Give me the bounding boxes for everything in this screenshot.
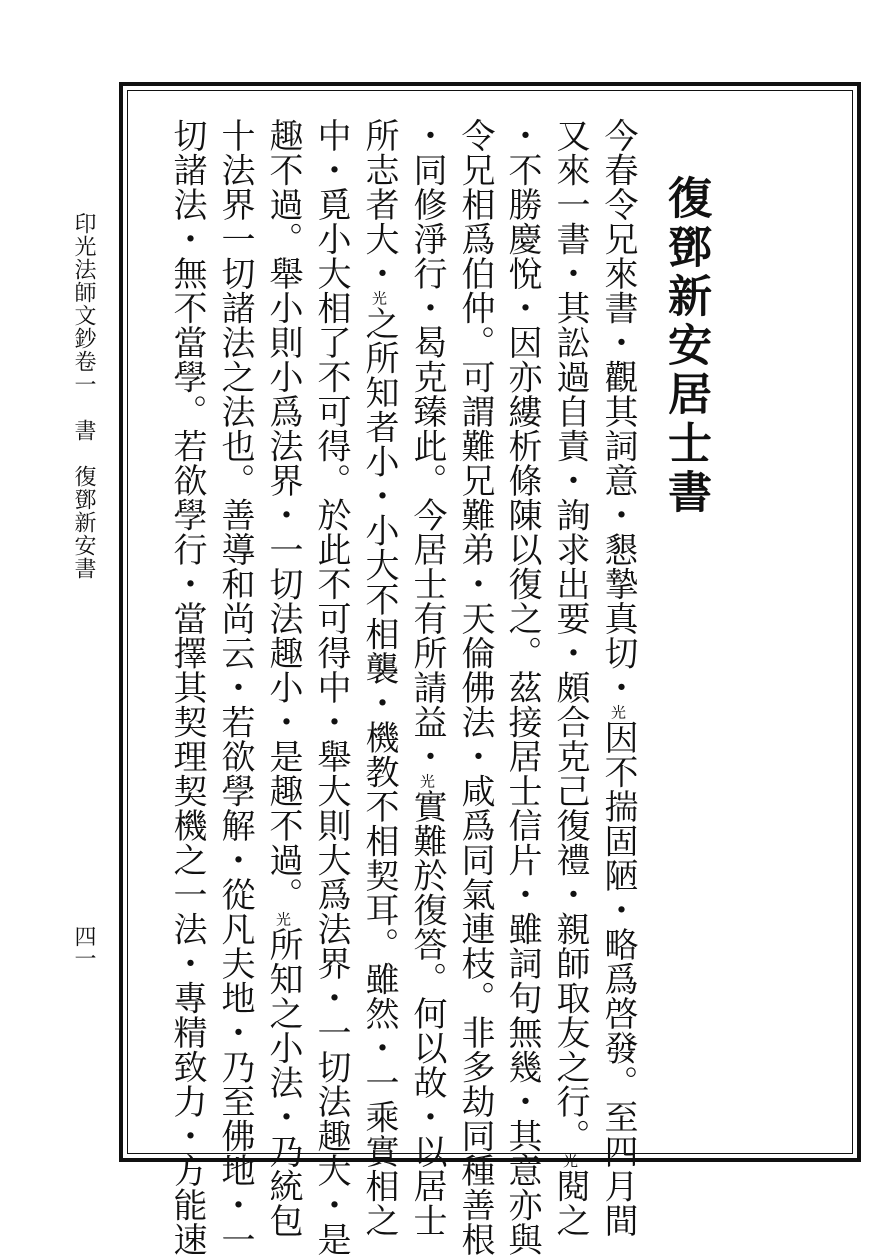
text-segment: 趣不過。舉小則小爲法界・一切法趣小・是趣不過。 xyxy=(263,118,303,912)
text-column xyxy=(356,118,402,1238)
honorific-self-reference: 光 xyxy=(274,911,292,927)
text-segment: 令兄相爲伯仲。可謂難兄難弟・天倫佛法・咸爲同氣連枝。非多劫同種善根 xyxy=(455,118,495,1257)
margin-book-title: 印光法師文鈔卷一 xyxy=(71,212,96,396)
text-segment: 之所知者小・小大不相襲・機教不相契耳。雖然・一乘實相之 xyxy=(359,306,399,1238)
text-segment: 閱之 xyxy=(550,1168,590,1238)
margin-section: 書 xyxy=(71,419,96,442)
text-segment: 十法界一切諸法之法也。善導和尚云・若欲學解・從凡夫地・乃至佛地・一 xyxy=(215,118,255,1257)
text-column xyxy=(164,118,210,1257)
margin-letter-title: 復鄧新安書 xyxy=(71,465,96,580)
page-number: 四一 xyxy=(71,925,96,969)
honorific-self-reference: 光 xyxy=(370,290,388,306)
text-column xyxy=(404,118,450,1238)
text-column xyxy=(212,118,258,1257)
text-segment: 中・覓小大相了不可得。於此不可得中・舉大則大爲法界・一切法趣大・是 xyxy=(311,118,351,1257)
text-segment: ・不勝慶悅・因亦縷析條陳以復之。茲接居士信片・雖詞句無幾・其意亦與 xyxy=(502,118,542,1257)
text-segment: 實難於復答。何以故・以居士 xyxy=(407,789,447,1238)
text-column xyxy=(452,118,498,1257)
text-segment: 所志者大・ xyxy=(359,118,399,291)
text-segment: 切諸法・無不當學。若欲學行・當擇其契理契機之一法・專精致力・方能速 xyxy=(167,118,207,1257)
text-segment: 又來一書・其訟過自責・詢求出要・頗合克己復禮・親師取友之行。 xyxy=(550,118,590,1153)
honorific-self-reference: 光 xyxy=(418,773,436,789)
letter-title: 復鄧新安居士書 xyxy=(660,175,711,518)
text-column xyxy=(499,118,545,1257)
text-segment: ・同修淨行・曷克臻此。今居士有所請益・ xyxy=(407,118,447,774)
honorific-self-reference: 光 xyxy=(561,1153,579,1169)
margin-header xyxy=(70,212,96,580)
text-segment: 今春令兄來書・觀其詞意・懇摯真切・ xyxy=(598,118,638,705)
text-segment: 因不揣固陋・略爲啓發。至四月間 xyxy=(598,720,638,1238)
text-column xyxy=(547,118,593,1238)
text-column xyxy=(595,118,641,1238)
honorific-self-reference: 光 xyxy=(609,704,627,720)
text-segment: 所知之小法・乃統包 xyxy=(263,927,303,1238)
text-column xyxy=(260,118,306,1238)
text-column xyxy=(308,118,354,1257)
